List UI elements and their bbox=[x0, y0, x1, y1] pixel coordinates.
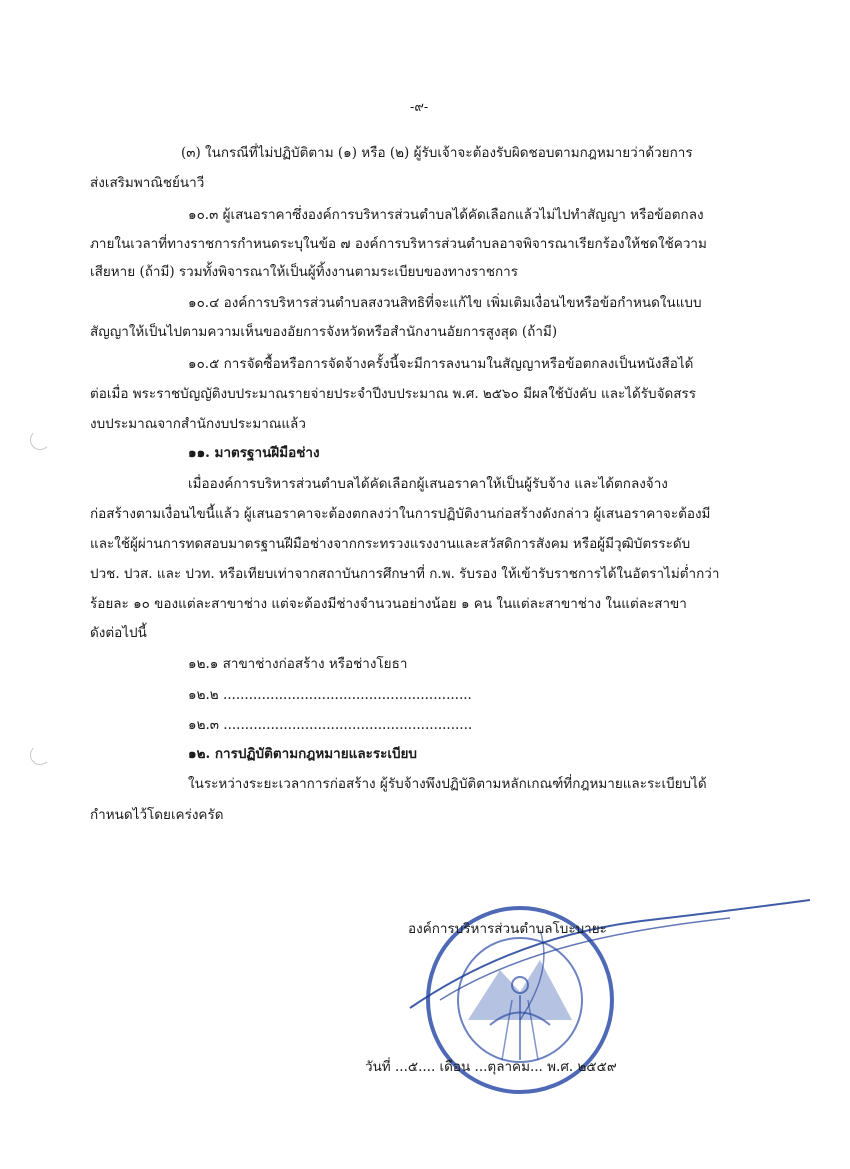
section-heading: ๑๑. มาตรฐานฝีมือช่าง bbox=[188, 445, 320, 461]
punch-hole-mark bbox=[30, 430, 50, 450]
paragraph-line: และใช้ผู้ผ่านการทดสอบมาตรฐานฝีมือช่างจากกระทรวงแรงงานและสวัสดิการสังคม หรือผู้มีวุฒิบัตรระดับ bbox=[90, 536, 691, 552]
paragraph-line: ก่อสร้างตามเงื่อนไขนี้แล้ว ผู้เสนอราคาจะต้องตกลงว่าในการปฏิบัติงานก่อสร้างดังกล่าว ผู้เสนอราคาจะต้องมี bbox=[90, 506, 711, 522]
paragraph-line: ๑๐.๔ องค์การบริหารส่วนตำบลสงวนสิทธิที่จะแก้ไข เพิ่มเติมเงื่อนไขหรือข้อกำหนดในแบบ bbox=[188, 295, 702, 311]
paragraph-line: ๑๐.๕ การจัดซื้อหรือการจัดจ้างครั้งนี้จะมีการลงนามในสัญญาหรือข้อตกลงเป็นหนังสือได้ bbox=[188, 356, 694, 372]
paragraph-line: ปวช. ปวส. และ ปวท. หรือเทียบเท่าจากสถาบันการศึกษาที่ ก.พ. รับรอง ให้เข้ารับราชการได้ในอัตราไม่ต่ำกว่า bbox=[90, 566, 720, 582]
paragraph-line: เสียหาย (ถ้ามี) รวมทั้งพิจารณาให้เป็นผู้ทิ้งงานตามระเบียบของทางราชการ bbox=[90, 264, 519, 280]
paragraph-line: ต่อเมื่อ พระราชบัญญัติงบประมาณรายจ่ายประจำปีงบประมาณ พ.ศ. ๒๕๖๐ มีผลใช้บังคับ และได้รับจัดสรร bbox=[90, 386, 697, 402]
page-number: -๙- bbox=[410, 100, 429, 115]
paragraph-line: ในระหว่างระยะเวลาการก่อสร้าง ผู้รับจ้างพึงปฏิบัติตามหลักเกณฑ์ที่กฎหมายและระเบียบได้ bbox=[188, 776, 707, 792]
paragraph-line: สัญญาให้เป็นไปตามความเห็นของอัยการจังหวัดหรือสำนักงานอัยการสูงสุด (ถ้ามี) bbox=[90, 324, 558, 340]
section-heading: ๑๒. การปฏิบัติตามกฎหมายและระเบียบ bbox=[188, 746, 418, 762]
paragraph-line: ร้อยละ ๑๐ ของแต่ละสาขาช่าง แต่จะต้องมีช่างจำนวนอย่างน้อย ๑ คน ในแต่ละสาขาช่าง ในแต่ละสาขา bbox=[90, 596, 687, 612]
date-line: วันที่ ...๕.... เดือน ...ตุลาคม... พ.ศ. ๒๕๕๙ bbox=[365, 1059, 617, 1075]
punch-hole-mark bbox=[30, 745, 50, 765]
paragraph-line: ๑๐.๓ ผู้เสนอราคาซึ่งองค์การบริหารส่วนตำบลได้คัดเลือกแล้วไม่ไปทำสัญญา หรือข้อตกลง bbox=[188, 207, 704, 223]
paragraph-line: ส่งเสริมพาณิชย์นาวี bbox=[90, 175, 205, 191]
organization-name: องค์การบริหารส่วนตำบลโบะบายะ bbox=[408, 921, 607, 937]
paragraph-line: ดังต่อไปนี้ bbox=[90, 625, 147, 641]
paragraph-line: งบประมาณจากสำนักงบประมาณแล้ว bbox=[90, 416, 306, 432]
paragraph-line: (๓) ในกรณีที่ไม่ปฏิบัติตาม (๑) หรือ (๒) ผู้รับเจ้าจะต้องรับผิดชอบตามกฎหมายว่าด้วยการ bbox=[181, 145, 693, 161]
paragraph-line: กำหนดไว้โดยเคร่งครัด bbox=[90, 807, 224, 823]
paragraph-line: เมื่อองค์การบริหารส่วนตำบลได้คัดเลือกผู้เสนอราคาให้เป็นผู้รับจ้าง และได้ตกลงจ้าง bbox=[188, 476, 668, 492]
paragraph-line: ภายในเวลาที่ทางราชการกำหนดระบุในข้อ ๗ องค์การบริหารส่วนตำบลอาจพิจารณาเรียกร้องให้ชดใช้ความ bbox=[90, 236, 707, 252]
list-item: ๑๒.๒ .......................................................... bbox=[188, 687, 472, 703]
handwritten-signature bbox=[400, 890, 820, 1030]
list-item: ๑๒.๑ สาขาช่างก่อสร้าง หรือช่างโยธา bbox=[188, 656, 408, 672]
list-item: ๑๒.๓ .......................................................... bbox=[188, 717, 473, 733]
